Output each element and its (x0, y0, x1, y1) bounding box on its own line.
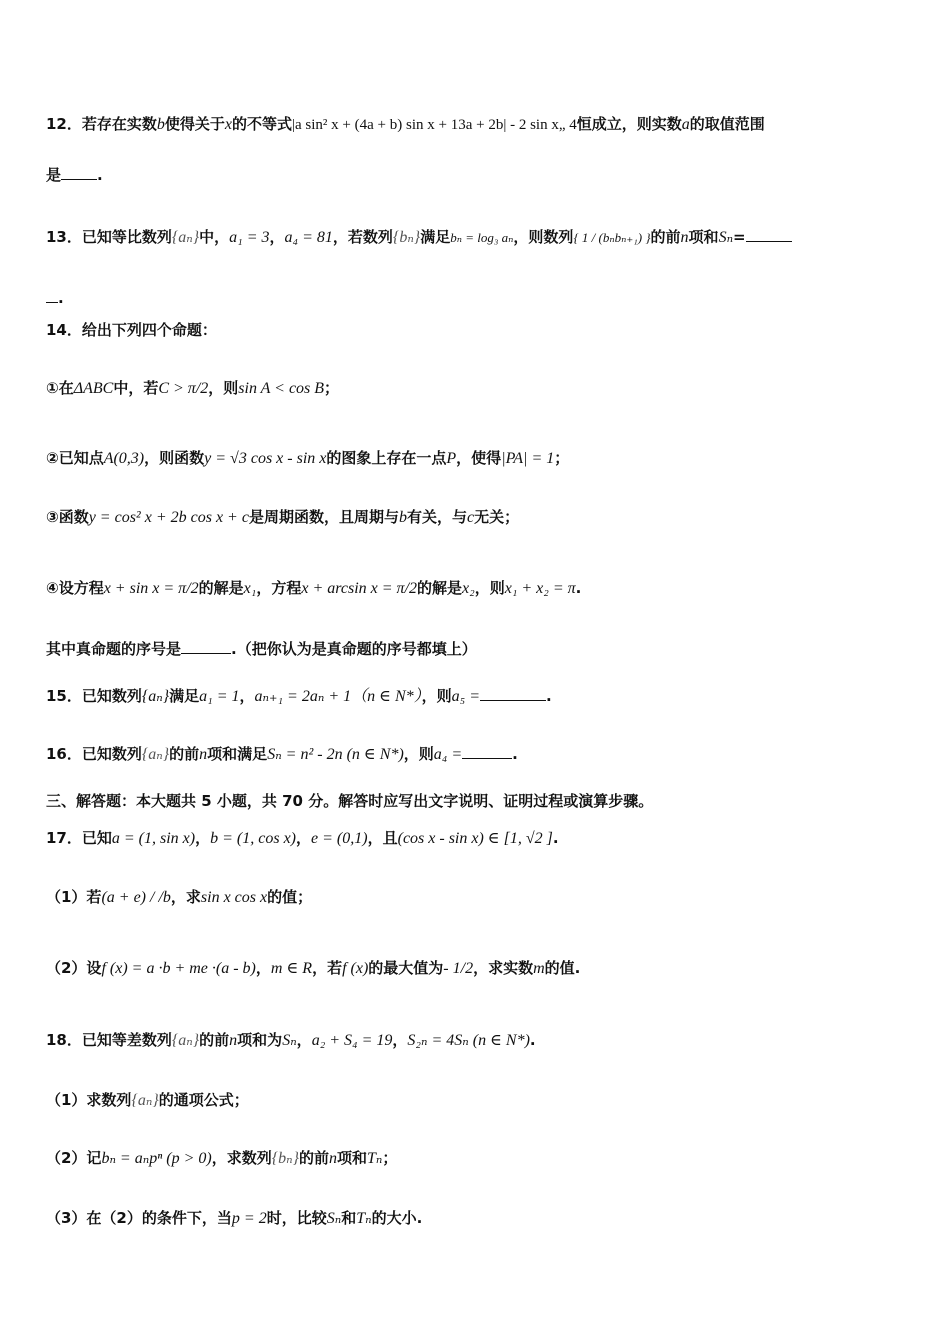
q12-text-5: 的取值范围 (689, 115, 765, 133)
q14-p4-text-2: 的解是 (198, 579, 244, 597)
q15-a5: a₅ = (451, 688, 481, 705)
q13-sn: Sₙ (718, 229, 734, 246)
q14-ask-text: 其中真命题的序号是 (46, 640, 182, 658)
q18-part3 (46, 1208, 920, 1229)
q17-p2-text-4: ，求实数 (473, 959, 534, 977)
q13-text-4: 满足 (420, 228, 451, 246)
q14-p4-text: ④设方程 (46, 579, 104, 597)
q18-sep: ， (296, 1031, 312, 1049)
q14-p1-condition: C > π/2 (158, 380, 209, 397)
q15-text: 15．已知数列 (46, 687, 142, 705)
q15-seq: {aₙ} (141, 688, 170, 705)
q17-vector-e: e = (0,1) (311, 830, 368, 847)
q12-answer-blank (61, 165, 97, 180)
q17-p2-m: m (533, 960, 545, 977)
q18-n: n (229, 1032, 238, 1049)
q17-p1-end: 的值； (267, 888, 313, 906)
q18-p3-end: 的大小. (371, 1209, 423, 1227)
q17-vector-b: b = (1, cos x) (210, 830, 297, 847)
q18-part2 (46, 1148, 920, 1169)
q14-p2-function: y = √3 cos x - sin x (204, 450, 327, 467)
q16-answer-blank (462, 744, 512, 759)
q17-p1-target: sin x cos x (200, 889, 268, 906)
q14-p2-text-2: ，则函数 (144, 449, 205, 467)
q15-answer-blank (480, 686, 546, 701)
q18-cond1: a₂ + S₄ = 19 (311, 1032, 393, 1049)
q18-p3-tn: Tₙ (356, 1210, 372, 1227)
q18-sep-2: ， (392, 1031, 408, 1049)
q13-a4: a₄ = 81 (284, 229, 333, 246)
q16-seq: {aₙ} (141, 746, 170, 763)
q13-seq-b: {bₙ} (392, 229, 421, 246)
q18-p3-sn: Sₙ (326, 1210, 342, 1227)
q13-text-6: 的前 (650, 228, 681, 246)
q12-line2-end: . (97, 166, 103, 184)
q14-p4-sum: x₁ + x₂ = π (504, 580, 576, 597)
q14-p3-function: y = cos² x + 2b cos x + c (88, 509, 249, 526)
q12-var-a: a (681, 116, 690, 133)
q13-seq-a: {aₙ} (171, 229, 200, 246)
q14-p1-text: ①在 (46, 379, 74, 397)
q12-text-4: 恒成立，则实数 (576, 115, 682, 133)
q14-p3-text: ③函数 (46, 508, 89, 526)
q18-sn: Sₙ (282, 1032, 297, 1049)
q18-p1-end: 的通项公式； (158, 1091, 249, 1109)
q14-ask (46, 639, 920, 659)
q17-p2-sep: ， (255, 959, 271, 977)
q14-p1-text-3: ，则 (208, 379, 239, 397)
q17-p2-fx: f (x) (342, 960, 369, 977)
q14-p4-end: . (575, 579, 582, 597)
q18-p2-text-4: 项和 (337, 1149, 368, 1167)
q16-text-4: ，则 (403, 745, 434, 763)
q17-part1 (46, 887, 920, 908)
q18-p1-seq: {aₙ} (131, 1092, 159, 1109)
q12-text-3: 的不等式 (232, 115, 293, 133)
q18-p2-text: （2）记 (46, 1149, 102, 1167)
q17-line (46, 828, 920, 849)
q13-text-2: 中， (199, 228, 230, 246)
q12-var-x: x (224, 116, 232, 133)
q18-p3-text-3: 和 (341, 1209, 357, 1227)
q16-n: n (199, 746, 208, 763)
q14-p3-b: b (398, 509, 407, 526)
q17-vector-a: a = (1, sin x) (111, 830, 196, 847)
q17-sep-2: ， (296, 829, 312, 847)
q18-p2-end: ； (382, 1149, 398, 1167)
q14-p4-x1: x₁ (243, 580, 257, 597)
q14-prop3 (46, 507, 920, 528)
q12-text-2: 使得关于 (164, 115, 225, 133)
q12-inequality: |a sin² x + (4a + b) sin x + 13a + 2b| - 2 sin x„ 4 (292, 117, 577, 133)
q15-text-2: 满足 (169, 687, 200, 705)
q14-answer-blank (181, 639, 231, 654)
q13-text: 13．已知等比数列 (46, 228, 172, 246)
q18-p2-text-2: ，求数列 (211, 1149, 272, 1167)
q14-p2-end: ； (554, 449, 570, 467)
q15-condition: （n ∈ N*） (351, 688, 422, 705)
q17-p2-text: （2）设 (46, 959, 102, 977)
q13-eq: = (733, 228, 746, 246)
q14-p3-text-2: 是周期函数，且周期与 (248, 508, 399, 526)
q14-p1-triangle: ΔABC (73, 380, 114, 397)
q14-p1-text-2: 中，若 (113, 379, 159, 397)
q16-text-3: 项和满足 (207, 745, 268, 763)
q14-p4-eq2: x + arcsin x = π/2 (301, 580, 418, 597)
q14-p4-text-3: ，方程 (256, 579, 302, 597)
q18-text-2: 的前 (199, 1031, 230, 1049)
q17-sep: ， (195, 829, 211, 847)
q17-p1-condition: (a + e) / /b (101, 889, 171, 906)
q15-recurrence: aₙ₊₁ = 2aₙ + 1 (254, 688, 352, 705)
q15-text-3: ，则 (421, 687, 452, 705)
q14-p2-p: P (446, 450, 457, 467)
q18-line (46, 1030, 920, 1051)
q14-p4-eq1: x + sin x = π/2 (103, 580, 199, 597)
q13-text-3: ，若数列 (332, 228, 393, 246)
q12-var-b: b (156, 116, 165, 133)
q14-p2-text-3: 的图象上存在一点 (326, 449, 447, 467)
q14-p3-text-3: 有关，与 (406, 508, 467, 526)
q14-p2-point: A(0,3) (103, 450, 145, 467)
q15-sep: ， (239, 687, 255, 705)
q17-p2-m-domain: m ∈ R (270, 960, 313, 977)
q18-p1-text: （1）求数列 (46, 1091, 132, 1109)
q18-text: 18．已知等差数列 (46, 1031, 172, 1049)
q14-p2-distance: |PA| = 1 (501, 450, 555, 467)
q17-condition: (cos x - sin x) ∈ [1, √2 ] (397, 830, 553, 847)
q14-p3-end: 无关； (474, 508, 520, 526)
q14-prop2 (46, 448, 920, 469)
q13-answer-blank-cont (46, 288, 58, 303)
q13-line2 (46, 288, 920, 308)
q17-p2-text-3: 的最大值为 (368, 959, 444, 977)
q15-a1: a₁ = 1 (199, 688, 240, 705)
q15-end: . (546, 687, 552, 705)
q16-text: 16．已知数列 (46, 745, 142, 763)
q13-end: . (58, 289, 64, 307)
q14-p4-text-5: ，则 (474, 579, 505, 597)
q18-seq: {aₙ} (171, 1032, 200, 1049)
q13-answer-blank (746, 227, 792, 242)
q14-p1-conclusion: sin A < cos B (238, 380, 325, 397)
q12-line2 (46, 165, 920, 185)
q13-text-7: 项和 (688, 228, 719, 246)
q18-end: . (529, 1031, 536, 1049)
q16-text-2: 的前 (169, 745, 200, 763)
q13-fraction: { 1 / (bₙbₙ₊₁) } (573, 230, 651, 245)
q16-line (46, 744, 920, 765)
q18-cond2: S₂ₙ = 4Sₙ (n ∈ N*) (407, 1032, 530, 1049)
q14-p2-text: ②已知点 (46, 449, 104, 467)
q17-p2-text-2: ，若 (312, 959, 343, 977)
q13-line (46, 227, 920, 248)
q17-p2-end: 的值. (544, 959, 581, 977)
q17-text: 17．已知 (46, 829, 112, 847)
q18-text-3: 项和为 (237, 1031, 283, 1049)
q13-a1: a₁ = 3 (229, 229, 270, 246)
q18-p2-tn: Tₙ (367, 1150, 383, 1167)
q14-p2-text-4: ，使得 (456, 449, 502, 467)
q17-p1-text: （1）若 (46, 888, 102, 906)
q13-text-5: ，则数列 (513, 228, 574, 246)
q14-title: 14．给出下列四个命题： (46, 321, 217, 339)
q18-p2-seq: {bₙ} (271, 1150, 299, 1167)
q14-p1-end: ； (324, 379, 340, 397)
q18-part1 (46, 1090, 920, 1111)
q17-p2-max-value: - 1/2 (443, 960, 474, 977)
q16-sn: Sₙ = n² - 2n (n ∈ N*) (267, 746, 404, 763)
q17-p1-text-2: ，求 (170, 888, 201, 906)
q13-sep: ， (269, 228, 285, 246)
q18-p2-text-3: 的前 (299, 1149, 330, 1167)
q18-p2-bn: bₙ = aₙpⁿ (p > 0) (101, 1150, 212, 1167)
q16-a4: a₄ = (433, 746, 463, 763)
q17-end: . (552, 829, 559, 847)
q17-part2 (46, 958, 920, 979)
q14-p3-c: c (466, 509, 475, 526)
q18-p2-n: n (329, 1150, 338, 1167)
q18-p3-p: p = 2 (231, 1210, 267, 1227)
q14-p4-x2: x₂ (462, 580, 475, 597)
q14-ask-end: .（把你认为是真命题的序号都填上） (231, 640, 477, 658)
q13-bn: bₙ = log₃ aₙ (450, 230, 514, 245)
q12-line2-text: 是 (46, 166, 62, 184)
q12-text: 12．若存在实数 (46, 115, 157, 133)
q12-line1 (46, 114, 920, 135)
q17-text-2: ，且 (367, 829, 398, 847)
q14-prop1 (46, 378, 920, 399)
q15-line (46, 686, 920, 707)
q13-n: n (680, 229, 689, 246)
q18-p3-text: （3）在（2）的条件下，当 (46, 1209, 232, 1227)
q16-end: . (512, 745, 518, 763)
q17-p2-function: f (x) = a ·b + me ·(a - b) (101, 960, 256, 977)
section-3-heading: 三、解答题：本大题共 5 小题，共 70 分。解答时应写出文字说明、证明过程或演算步骤。 (46, 792, 654, 810)
q14-prop4 (46, 578, 920, 599)
q18-p3-text-2: 时，比较 (266, 1209, 327, 1227)
q14-p4-text-4: 的解是 (417, 579, 463, 597)
